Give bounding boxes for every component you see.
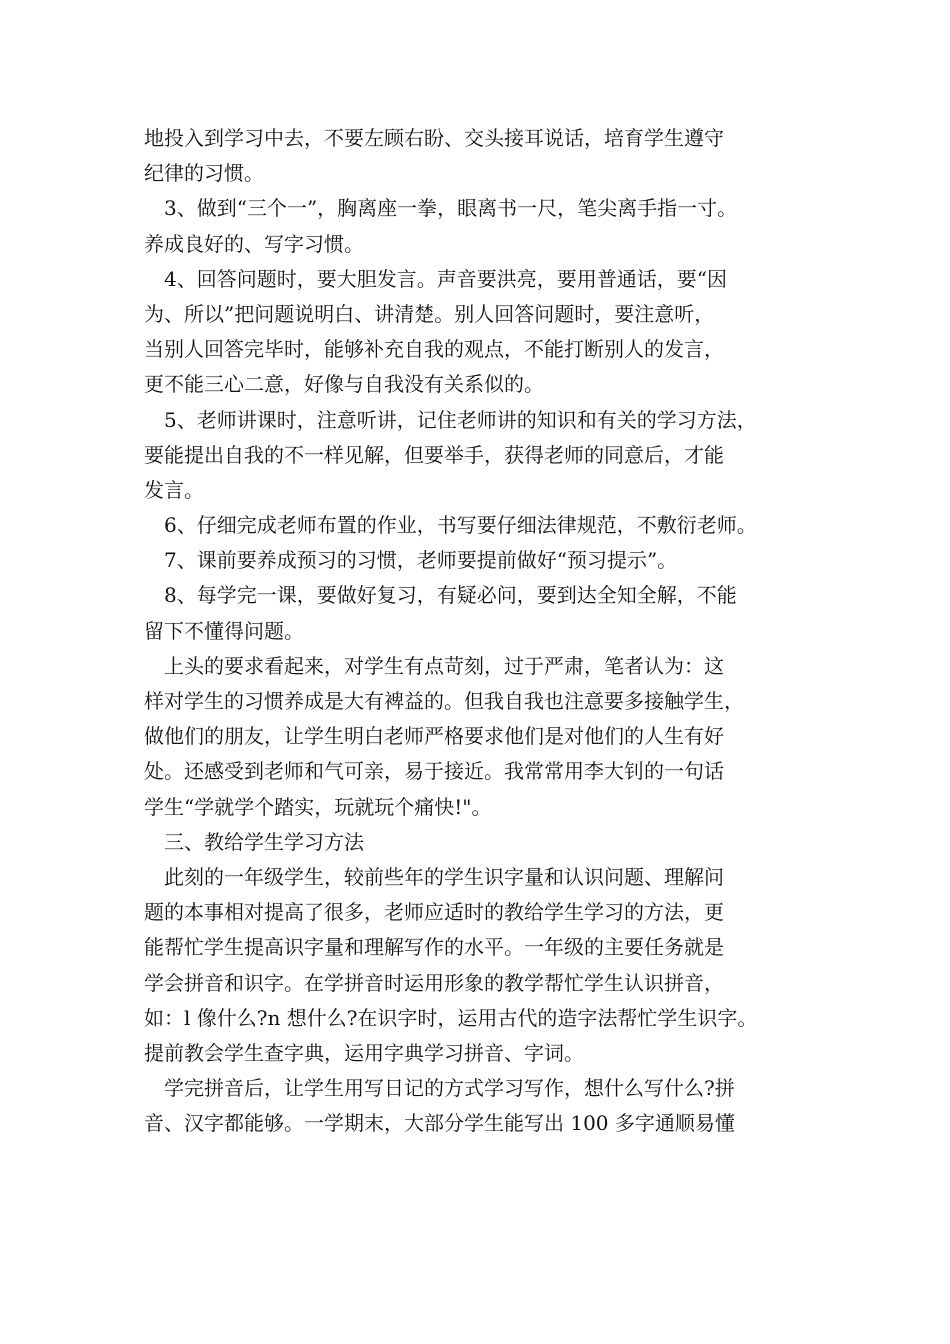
text-line: 留下不懂得问题。 bbox=[144, 618, 304, 643]
text-line: 此刻的一年级学生，较前些年的学生识字量和认识问题、理解问 bbox=[164, 864, 724, 889]
text-line: 学完拼音后，让学生用写日记的方式学习写作，想什么写什么?拼 bbox=[164, 1076, 735, 1101]
text-line: 学生“学就学个踏实，玩就玩个痛快!"。 bbox=[144, 794, 492, 819]
text-line: 当别人回答完毕时，能够补充自我的观点，不能打断别人的发言， bbox=[144, 337, 724, 362]
text-line: 上头的要求看起来，对学生有点苛刻，过于严肃，笔者认为：这 bbox=[164, 653, 724, 678]
text-line: 处。还感受到老师和气可亲，易于接近。我常常用李大钊的一句话 bbox=[144, 759, 724, 784]
text-line: 为、所以”把问题说明白、讲清楚。别人回答问题时，要注意听， bbox=[144, 301, 715, 326]
text-line: 能帮忙学生提高识字量和理解写作的水平。一年级的主要任务就是 bbox=[144, 935, 724, 960]
text-line: 学会拼音和识字。在学拼音时运用形象的教学帮忙学生认识拼音， bbox=[144, 970, 724, 995]
text-line: 7、课前要养成预习的习惯，老师要提前做好“预习提示”。 bbox=[164, 548, 678, 573]
text-line: 5、老师讲课时，注意听讲，记住老师讲的知识和有关的学习方法， bbox=[164, 407, 757, 432]
text-line: 地投入到学习中去，不要左顾右盼、交头接耳说话，培育学生遵守 bbox=[144, 126, 724, 150]
text-line: 更不能三心二意，好像与自我没有关系似的。 bbox=[144, 372, 544, 397]
text-line: 3、做到“三个一”，胸离座一拳，眼离书一尺，笔尖离手指一寸。 bbox=[164, 196, 738, 221]
text-line: 6、仔细完成老师布置的作业，书写要仔细法律规范，不敷衍老师。 bbox=[164, 513, 757, 538]
text-line: 8、每学完一课，要做好复习，有疑必问，要到达全知全解，不能 bbox=[164, 583, 737, 608]
text-line: 发言。 bbox=[144, 477, 204, 502]
text-line: 如：l 像什么?n 想什么?在识字时，运用古代的造字法帮忙学生识字。 bbox=[144, 1005, 758, 1030]
text-line: 纪律的习惯。 bbox=[144, 161, 264, 186]
text-line: 要能提出自我的不一样见解，但要举手，获得老师的同意后，才能 bbox=[144, 442, 724, 467]
text-line: 提前教会学生查字典，运用字典学习拼音、字词。 bbox=[144, 1040, 584, 1065]
document-body bbox=[144, 121, 816, 1141]
section-heading: 三、教给学生学习方法 bbox=[164, 829, 364, 854]
text-line: 做他们的朋友，让学生明白老师严格要求他们是对他们的人生有好 bbox=[144, 724, 724, 749]
text-line: 题的本事相对提高了很多，老师应适时的教给学生学习的方法，更 bbox=[144, 900, 724, 925]
text-line: 养成良好的、写字习惯。 bbox=[144, 231, 364, 256]
text-line: 样对学生的习惯养成是大有裨益的。但我自我也注意要多接触学生， bbox=[144, 689, 744, 713]
text-line: 4、回答问题时，要大胆发言。声音要洪亮，要用普通话，要“因 bbox=[164, 266, 727, 291]
text-line: 音、汉字都能够。一学期末，大部分学生能写出 100 多字通顺易懂 bbox=[144, 1111, 735, 1136]
